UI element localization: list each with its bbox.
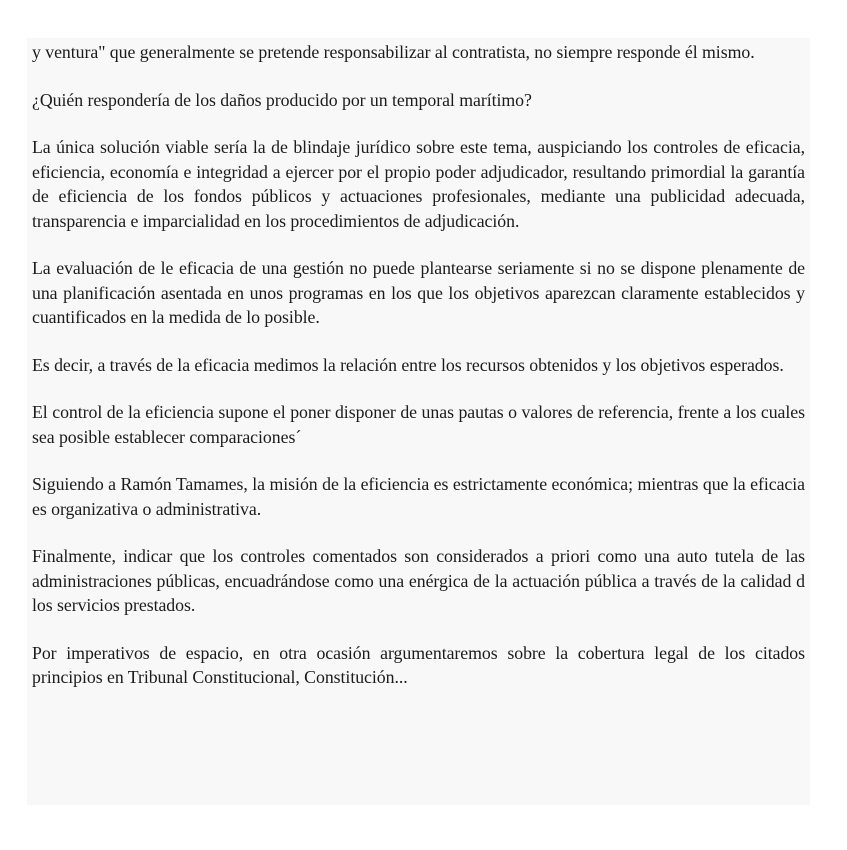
paragraph-2: ¿Quién respondería de los daños producido por un temporal marítimo? <box>32 89 532 110</box>
document-text-panel <box>27 38 810 805</box>
paragraph-5: Es decir, a través de la eficacia medimos la relación entre los recursos obtenidos y los objetivos esperados. <box>32 354 784 375</box>
paragraph-9: Por imperativos de espacio, en otra ocasión argumentaremos sobre la cobertura legal de los citados principios en Tribunal Constitucional, Constitución... <box>32 642 805 687</box>
paragraph-3: La única solución viable sería la de blindaje jurídico sobre este tema, auspiciando los controles de eficacia, eficiencia, economía e integridad a ejercer por el propio poder adjudicador, resultando primordial la garantía de eficiencia de los fondos públicos y actuaciones profesionales, mediante una publicidad adecuada, transparencia e imparcialidad en los procedimientos de adjudicación. <box>32 137 805 231</box>
paragraph-1: y ventura" que generalmente se pretende responsabilizar al contratista, no siempre responde él mismo. <box>32 42 755 62</box>
paragraph-4: La evaluación de le eficacia de una gestión no puede plantearse seriamente si no se dispone plenamente de una planificación asentada en unos programas en los que los objetivos aparezcan claramente establecidos y cuantificados en la medida de lo posible. <box>32 258 805 327</box>
paragraph-8: Finalmente, indicar que los controles comentados son considerados a priori como una auto tutela de las administraciones públicas, encuadrándose como una enérgica de la actuación pública a través de la calidad d los servicios prestados. <box>32 546 805 615</box>
paragraph-7: Siguiendo a Ramón Tamames, la misión de la eficiencia es estrictamente económica; mientras que la eficacia es organizativa o administrativa. <box>32 474 805 519</box>
paragraph-6: El control de la eficiencia supone el poner disponer de unas pautas o valores de referencia, frente a los cuales sea posible establecer comparaciones´ <box>32 402 805 447</box>
